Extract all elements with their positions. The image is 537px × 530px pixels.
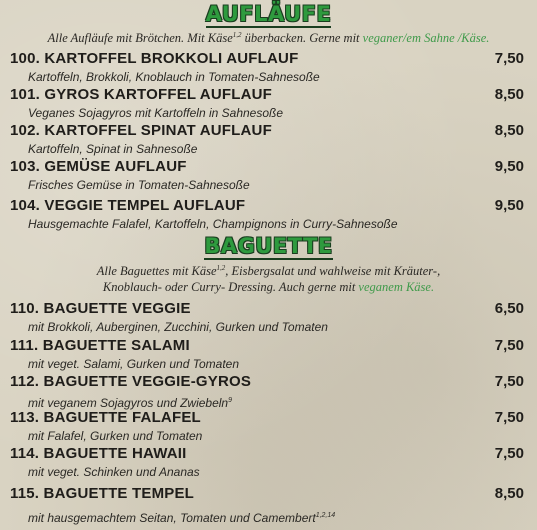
item-price: 7,50	[494, 445, 524, 462]
intro-text: Alle Aufläufe mit Brötchen. Mit Käse	[47, 31, 233, 46]
item-name: 113. BAGUETTE FALAFEL	[10, 409, 201, 426]
menu-item	[10, 373, 524, 411]
menu-item	[10, 197, 524, 232]
item-name: 111. BAGUETTE SALAMI	[10, 337, 190, 354]
menu-item	[10, 158, 524, 193]
intro-text: Knoblauch- oder Curry- Dressing. Auch gerne mit	[102, 280, 359, 295]
menu-item	[10, 86, 524, 121]
intro-vegan-note: veganer/em Sahne /Käse.	[362, 31, 490, 46]
item-name: 114. BAGUETTE HAWAII	[10, 445, 187, 462]
menu-item	[10, 409, 524, 444]
intro-text: Alle Baguettes mit Käse	[96, 264, 217, 279]
item-description-text: mit hausgemachtem Seitan, Tomaten und Camembert	[28, 511, 316, 525]
item-price: 8,50	[494, 86, 524, 103]
item-description	[28, 429, 524, 444]
item-name: 110. BAGUETTE VEGGIE	[10, 300, 191, 317]
section-title-text: AUFLÄUFE	[205, 2, 332, 26]
item-description	[28, 357, 524, 372]
item-description-text: mit Falafel, Gurken und Tomaten	[28, 429, 203, 443]
item-price: 9,50	[494, 197, 524, 214]
section-intro-baguette	[0, 260, 537, 295]
intro-text: , Eisbergsalat und wahlweise mit Kräuter-,	[225, 264, 441, 279]
allergen-superscript: 1,2,14	[315, 512, 336, 519]
item-price: 9,50	[494, 158, 524, 175]
item-description: Frisches Gemüse in Tomaten-Sahnesoße	[28, 178, 250, 192]
intro-superscript: 1,2	[232, 31, 242, 39]
item-description	[28, 508, 524, 526]
menu-item	[10, 300, 524, 335]
item-price: 7,50	[494, 50, 524, 67]
item-description: Hausgemachte Falafel, Kartoffeln, Champignons in Curry-Sahnesoße	[28, 217, 398, 231]
item-description: Kartoffeln, Brokkoli, Knoblauch in Tomaten-Sahnesoße	[28, 70, 320, 84]
item-name: 100. KARTOFFEL BROKKOLI AUFLAUF	[10, 50, 299, 67]
item-description	[28, 465, 524, 480]
item-name: 104. VEGGIE TEMPEL AUFLAUF	[10, 197, 246, 214]
intro-superscript: 1,2	[216, 264, 226, 272]
item-price: 7,50	[494, 373, 524, 390]
item-price: 7,50	[494, 409, 524, 426]
item-description: Veganes Sojagyros mit Kartoffeln in Sahnesoße	[28, 106, 284, 120]
item-name: 102. KARTOFFEL SPINAT AUFLAUF	[10, 122, 272, 139]
allergen-superscript: 9	[228, 397, 233, 404]
intro-vegan-note: veganem Käse.	[358, 280, 435, 295]
item-name: 112. BAGUETTE VEGGIE-GYROS	[10, 373, 252, 390]
intro-text: überbacken. Gerne mit	[241, 31, 363, 46]
item-description-text: mit Brokkoli, Auberginen, Zucchini, Gurken und Tomaten	[28, 320, 328, 334]
item-name: 115. BAGUETTE TEMPEL	[10, 485, 195, 502]
menu-item	[10, 485, 524, 526]
menu-item	[10, 337, 524, 372]
item-description	[28, 320, 524, 335]
item-price: 8,50	[494, 485, 524, 502]
item-description-text: mit veget. Schinken und Ananas	[28, 465, 200, 479]
item-price: 6,50	[494, 300, 524, 317]
menu-item	[10, 50, 524, 85]
section-title-auflaeufe	[0, 2, 537, 26]
section-title-baguette	[0, 234, 537, 258]
item-description-text: mit veget. Salami, Gurken und Tomaten	[28, 357, 239, 371]
item-description: Kartoffeln, Spinat in Sahnesoße	[28, 142, 198, 156]
section-intro-auflaeufe	[0, 27, 537, 46]
menu-item	[10, 445, 524, 480]
item-price: 7,50	[494, 337, 524, 354]
item-description-text: mit veganem Sojagyros und Zwiebeln	[28, 396, 229, 410]
item-price: 8,50	[494, 122, 524, 139]
item-name: 103. GEMÜSE AUFLAUF	[10, 158, 187, 175]
menu-item	[10, 122, 524, 157]
section-title-text: BAGUETTE	[204, 234, 333, 258]
item-name: 101. GYROS KARTOFFEL AUFLAUF	[10, 86, 273, 103]
